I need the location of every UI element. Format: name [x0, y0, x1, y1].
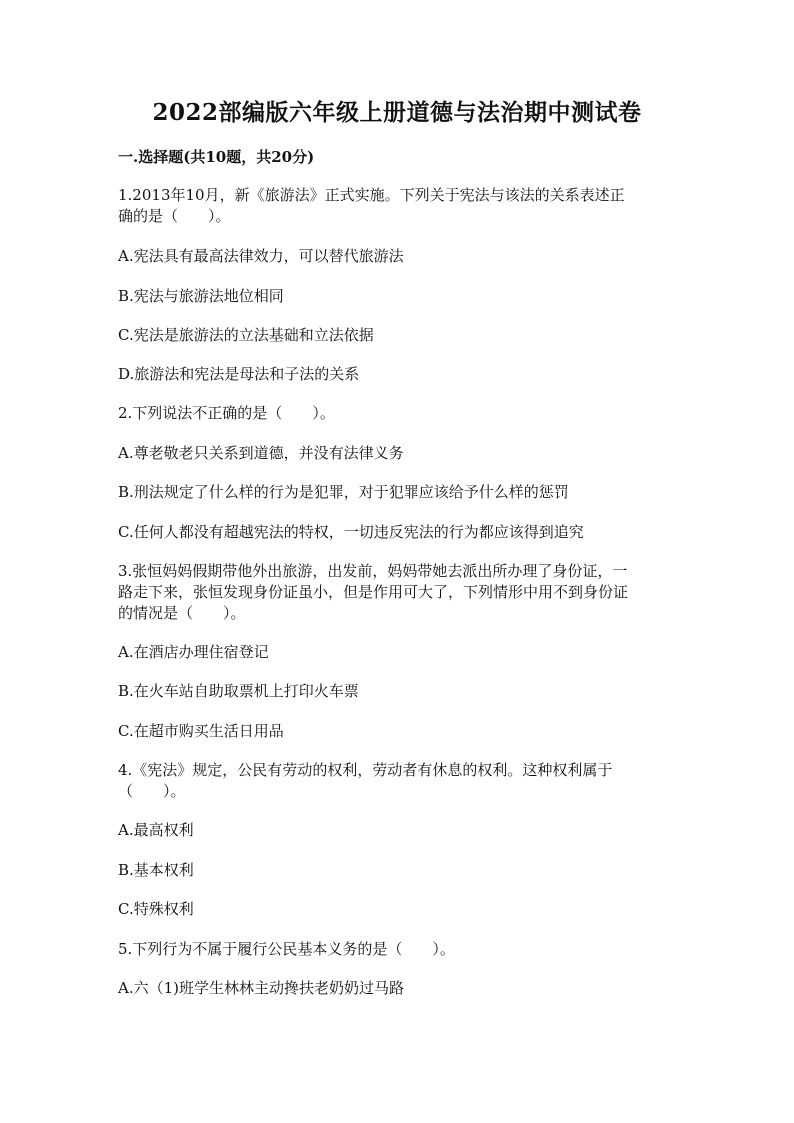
question-3-stem-line-1: 3.张恒妈妈假期带他外出旅游，出发前，妈妈带她去派出所办理了身份证，一 — [118, 562, 628, 580]
question-3-option-a: A.在酒店办理住宿登记 — [118, 643, 269, 661]
question-2-stem-line-1: 2.下列说法不正确的是（ ）。 — [118, 404, 335, 422]
question-1-option-c: C.宪法是旅游法的立法基础和立法依据 — [118, 326, 374, 344]
section-heading: 一.选择题(共10题，共20分) — [118, 148, 315, 166]
question-3-stem-line-3: 的情况是（ ）。 — [118, 604, 246, 622]
question-1-stem-line-2: 确的是（ ）。 — [118, 207, 231, 225]
question-1-option-a: A.宪法具有最高法律效力，可以替代旅游法 — [118, 247, 404, 265]
question-2-option-a: A.尊老敬老只关系到道德，并没有法律义务 — [118, 444, 404, 462]
question-5-stem-line-1: 5.下列行为不属于履行公民基本义务的是（ ）。 — [118, 940, 455, 958]
question-2-option-c: C.任何人都没有超越宪法的特权，一切违反宪法的行为都应该得到追究 — [118, 523, 584, 541]
question-1-option-d: D.旅游法和宪法是母法和子法的关系 — [118, 365, 360, 383]
question-2-option-b: B.刑法规定了什么样的行为是犯罪，对于犯罪应该给予什么样的惩罚 — [118, 483, 569, 501]
question-4-option-a: A.最高权利 — [118, 821, 194, 839]
question-3-stem-line-2: 路走下来，张恒发现身份证虽小，但是作用可大了，下列情形中用不到身份证 — [118, 583, 629, 601]
question-5-option-a: A.六（1)班学生林林主动搀扶老奶奶过马路 — [118, 979, 404, 997]
question-4-stem-line-1: 4.《宪法》规定，公民有劳动的权利，劳动者有休息的权利。这种权利属于 — [118, 761, 613, 779]
page-title: 2022部编版六年级上册道德与法治期中测试卷 — [152, 99, 642, 126]
question-4-stem-line-2: （ ）。 — [118, 782, 186, 800]
question-1-stem-line-1: 1.2013年10月，新《旅游法》正式实施。下列关于宪法与该法的关系表述正 — [118, 186, 625, 204]
question-4-option-c: C.特殊权利 — [118, 900, 194, 918]
question-4-option-b: B.基本权利 — [118, 861, 194, 879]
question-3-option-b: B.在火车站自助取票机上打印火车票 — [118, 682, 359, 700]
question-1-option-b: B.宪法与旅游法地位相同 — [118, 287, 284, 305]
question-3-option-c: C.在超市购买生活日用品 — [118, 722, 284, 740]
